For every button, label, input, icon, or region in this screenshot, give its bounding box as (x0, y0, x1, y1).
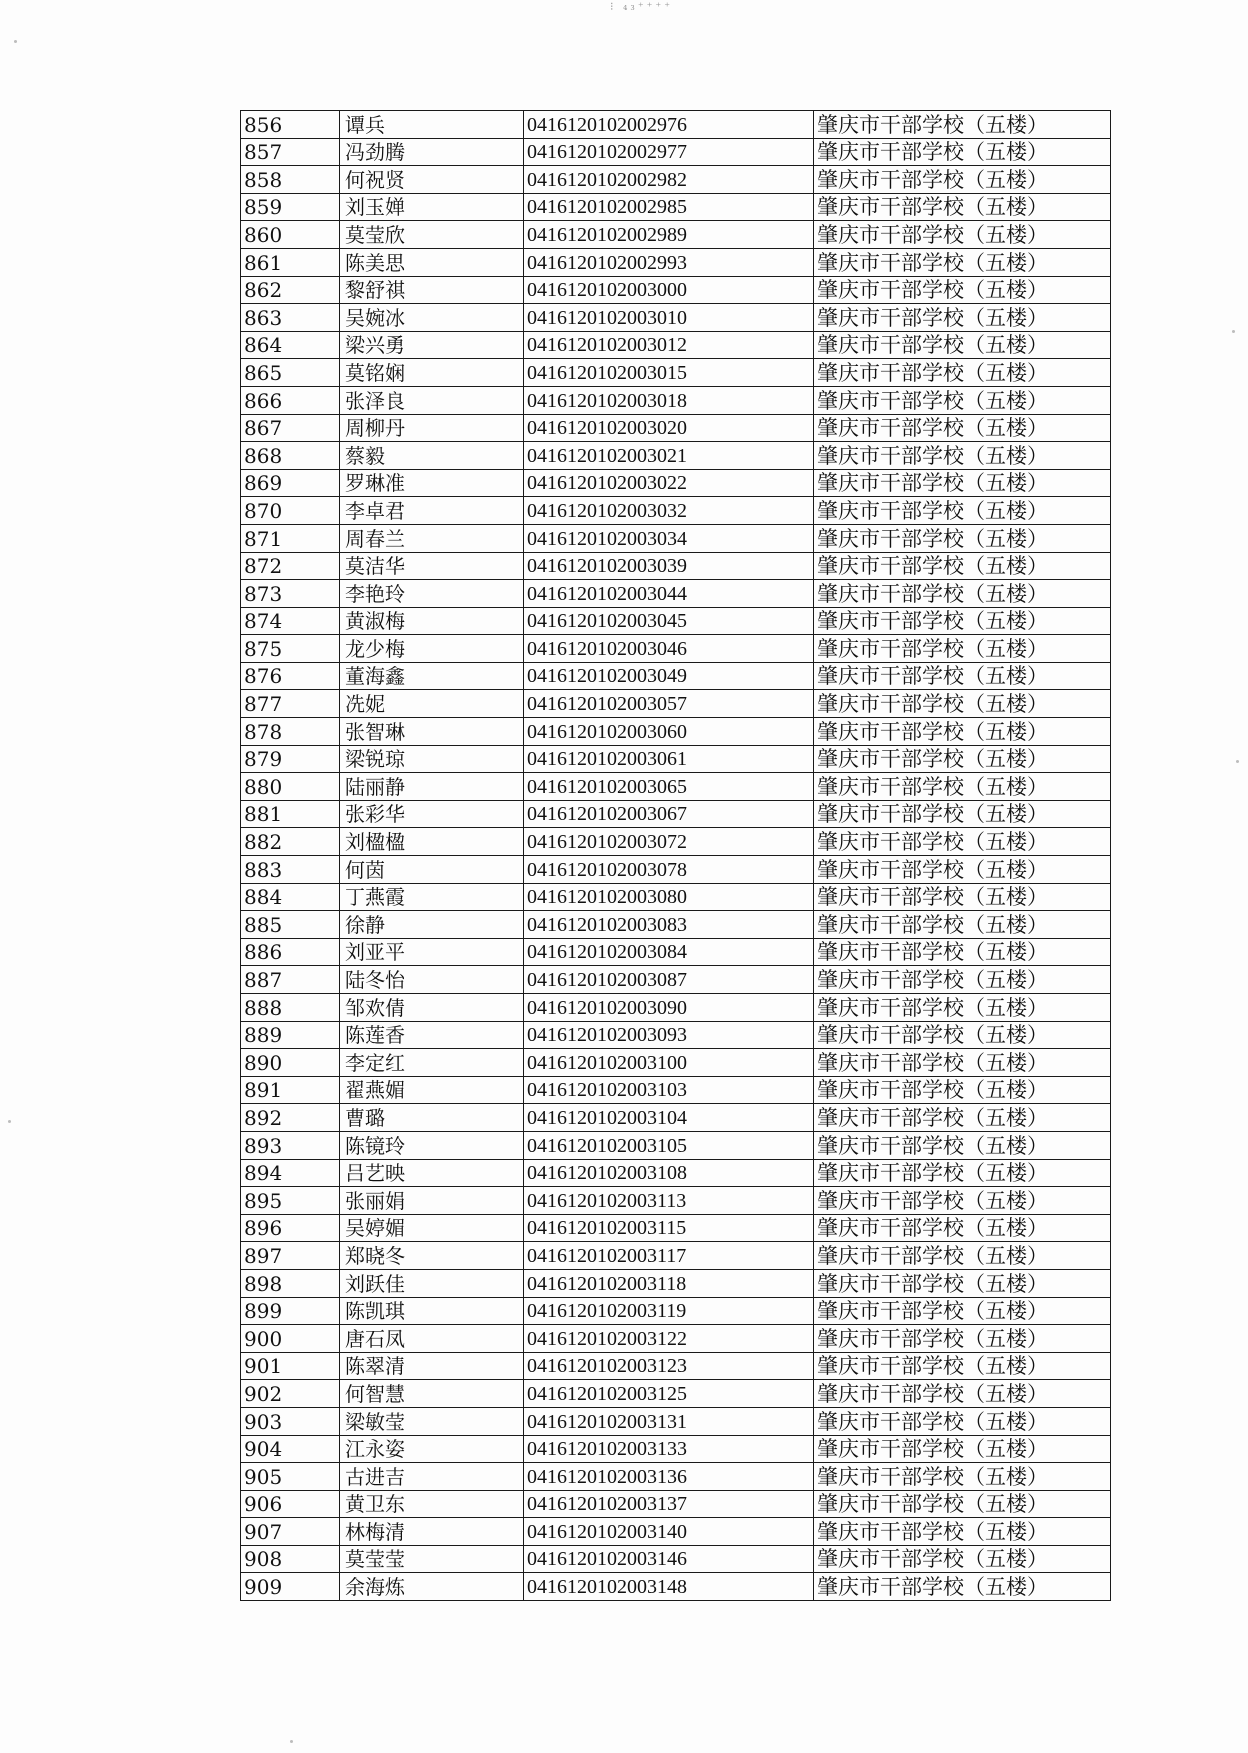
row-number: 872 (241, 552, 340, 580)
exam-venue: 肇庆市干部学校（五楼） (814, 1545, 1111, 1573)
admission-ticket-number: 0416120102003084 (524, 938, 814, 966)
candidate-name: 曹璐 (340, 1104, 524, 1132)
row-number: 908 (241, 1545, 340, 1573)
exam-venue: 肇庆市干部学校（五楼） (814, 1435, 1111, 1463)
table-row (241, 828, 1111, 856)
row-number: 881 (241, 800, 340, 828)
candidate-name: 张智琳 (340, 718, 524, 746)
admission-ticket-number: 0416120102003000 (524, 276, 814, 304)
table-row (241, 331, 1111, 359)
table-row (241, 1076, 1111, 1104)
exam-venue: 肇庆市干部学校（五楼） (814, 304, 1111, 332)
candidate-name: 吴婉冰 (340, 304, 524, 332)
exam-venue: 肇庆市干部学校（五楼） (814, 745, 1111, 773)
row-number: 882 (241, 828, 340, 856)
table-row (241, 1131, 1111, 1159)
table-row (241, 718, 1111, 746)
table-row (241, 1104, 1111, 1132)
exam-venue: 肇庆市干部学校（五楼） (814, 1380, 1111, 1408)
table-row (241, 1325, 1111, 1353)
row-number: 894 (241, 1159, 340, 1187)
table-row (241, 580, 1111, 608)
table-row (241, 1021, 1111, 1049)
candidate-name: 周柳丹 (340, 414, 524, 442)
candidate-name: 古进吉 (340, 1463, 524, 1491)
exam-venue: 肇庆市干部学校（五楼） (814, 469, 1111, 497)
admission-ticket-number: 0416120102003108 (524, 1159, 814, 1187)
table-row (241, 856, 1111, 884)
admission-ticket-number: 0416120102003115 (524, 1214, 814, 1242)
exam-venue: 肇庆市干部学校（五楼） (814, 552, 1111, 580)
table-row (241, 883, 1111, 911)
table-row (241, 635, 1111, 663)
row-number: 904 (241, 1435, 340, 1463)
candidate-name: 余海炼 (340, 1573, 524, 1601)
admission-ticket-number: 0416120102003065 (524, 773, 814, 801)
table-row (241, 1214, 1111, 1242)
candidate-name: 黎舒祺 (340, 276, 524, 304)
admission-ticket-number: 0416120102003022 (524, 469, 814, 497)
admission-ticket-number: 0416120102003034 (524, 524, 814, 552)
candidate-name: 李卓君 (340, 497, 524, 525)
row-number: 856 (241, 111, 340, 139)
table-row (241, 414, 1111, 442)
candidate-name: 陆冬怡 (340, 966, 524, 994)
row-number: 869 (241, 469, 340, 497)
exam-venue: 肇庆市干部学校（五楼） (814, 359, 1111, 387)
row-number: 900 (241, 1325, 340, 1353)
candidate-name: 何祝贤 (340, 166, 524, 194)
candidate-name: 蔡毅 (340, 442, 524, 470)
row-number: 902 (241, 1380, 340, 1408)
candidate-name: 冯劲腾 (340, 138, 524, 166)
exam-venue: 肇庆市干部学校（五楼） (814, 1214, 1111, 1242)
exam-venue: 肇庆市干部学校（五楼） (814, 221, 1111, 249)
admission-ticket-number: 0416120102003015 (524, 359, 814, 387)
exam-venue: 肇庆市干部学校（五楼） (814, 193, 1111, 221)
row-number: 859 (241, 193, 340, 221)
table-row (241, 800, 1111, 828)
exam-venue: 肇庆市干部学校（五楼） (814, 166, 1111, 194)
table-row (241, 1463, 1111, 1491)
admission-ticket-number: 0416120102003010 (524, 304, 814, 332)
table-row (241, 745, 1111, 773)
admission-ticket-number: 0416120102003125 (524, 1380, 814, 1408)
candidate-name: 张泽良 (340, 386, 524, 414)
candidate-name: 黄淑梅 (340, 607, 524, 635)
admission-ticket-number: 0416120102003146 (524, 1545, 814, 1573)
candidate-name: 陈翠清 (340, 1352, 524, 1380)
exam-venue: 肇庆市干部学校（五楼） (814, 773, 1111, 801)
scan-speck (8, 1120, 11, 1123)
table-row (241, 607, 1111, 635)
row-number: 867 (241, 414, 340, 442)
table-row (241, 994, 1111, 1022)
row-number: 899 (241, 1297, 340, 1325)
candidate-name: 郑晓冬 (340, 1242, 524, 1270)
row-number: 909 (241, 1573, 340, 1601)
exam-venue: 肇庆市干部学校（五楼） (814, 994, 1111, 1022)
candidate-name: 周春兰 (340, 524, 524, 552)
row-number: 858 (241, 166, 340, 194)
exam-venue: 肇庆市干部学校（五楼） (814, 1463, 1111, 1491)
admission-ticket-number: 0416120102003137 (524, 1490, 814, 1518)
table-row (241, 966, 1111, 994)
table-row (241, 1242, 1111, 1270)
exam-venue: 肇庆市干部学校（五楼） (814, 331, 1111, 359)
table-row (241, 359, 1111, 387)
row-number: 879 (241, 745, 340, 773)
row-number: 866 (241, 386, 340, 414)
row-number: 857 (241, 138, 340, 166)
candidate-name: 陆丽静 (340, 773, 524, 801)
candidate-roster-table (240, 110, 1111, 1601)
table-row (241, 221, 1111, 249)
exam-venue: 肇庆市干部学校（五楼） (814, 111, 1111, 139)
candidate-name: 梁锐琼 (340, 745, 524, 773)
exam-venue: 肇庆市干部学校（五楼） (814, 442, 1111, 470)
candidate-name: 梁敏莹 (340, 1407, 524, 1435)
candidate-name: 陈莲香 (340, 1021, 524, 1049)
row-number: 871 (241, 524, 340, 552)
table-row (241, 276, 1111, 304)
exam-venue: 肇庆市干部学校（五楼） (814, 1021, 1111, 1049)
candidate-name: 翟燕媚 (340, 1076, 524, 1104)
admission-ticket-number: 0416120102003113 (524, 1187, 814, 1215)
admission-ticket-number: 0416120102003100 (524, 1049, 814, 1077)
table-row (241, 938, 1111, 966)
admission-ticket-number: 0416120102003067 (524, 800, 814, 828)
table-row (241, 911, 1111, 939)
admission-ticket-number: 0416120102002982 (524, 166, 814, 194)
exam-venue: 肇庆市干部学校（五楼） (814, 938, 1111, 966)
row-number: 895 (241, 1187, 340, 1215)
table-row (241, 1490, 1111, 1518)
row-number: 905 (241, 1463, 340, 1491)
row-number: 863 (241, 304, 340, 332)
row-number: 886 (241, 938, 340, 966)
admission-ticket-number: 0416120102003012 (524, 331, 814, 359)
admission-ticket-number: 0416120102002977 (524, 138, 814, 166)
row-number: 889 (241, 1021, 340, 1049)
row-number: 878 (241, 718, 340, 746)
exam-venue: 肇庆市干部学校（五楼） (814, 138, 1111, 166)
exam-venue: 肇庆市干部学校（五楼） (814, 386, 1111, 414)
table-row (241, 1573, 1111, 1601)
exam-venue: 肇庆市干部学校（五楼） (814, 414, 1111, 442)
row-number: 896 (241, 1214, 340, 1242)
row-number: 898 (241, 1269, 340, 1297)
candidate-name: 莫莹欣 (340, 221, 524, 249)
candidate-name: 罗琳准 (340, 469, 524, 497)
exam-venue: 肇庆市干部学校（五楼） (814, 1049, 1111, 1077)
admission-ticket-number: 0416120102003087 (524, 966, 814, 994)
candidate-name: 陈镜玲 (340, 1131, 524, 1159)
admission-ticket-number: 0416120102003119 (524, 1297, 814, 1325)
exam-venue: 肇庆市干部学校（五楼） (814, 497, 1111, 525)
candidate-name: 唐石凤 (340, 1325, 524, 1353)
table-row (241, 469, 1111, 497)
exam-venue: 肇庆市干部学校（五楼） (814, 828, 1111, 856)
scan-header-mark: ⁝ ₄₃⁺⁺⁺⁺ (610, 0, 674, 13)
admission-ticket-number: 0416120102003044 (524, 580, 814, 608)
table-row (241, 193, 1111, 221)
row-number: 897 (241, 1242, 340, 1270)
admission-ticket-number: 0416120102003020 (524, 414, 814, 442)
candidate-name: 吕艺映 (340, 1159, 524, 1187)
candidate-name: 莫洁华 (340, 552, 524, 580)
table-row (241, 386, 1111, 414)
row-number: 864 (241, 331, 340, 359)
candidate-name: 谭兵 (340, 111, 524, 139)
admission-ticket-number: 0416120102003123 (524, 1352, 814, 1380)
row-number: 873 (241, 580, 340, 608)
exam-venue: 肇庆市干部学校（五楼） (814, 1490, 1111, 1518)
candidate-name: 李艳玲 (340, 580, 524, 608)
exam-venue: 肇庆市干部学校（五楼） (814, 1518, 1111, 1546)
exam-venue: 肇庆市干部学校（五楼） (814, 856, 1111, 884)
exam-venue: 肇庆市干部学校（五楼） (814, 1407, 1111, 1435)
row-number: 875 (241, 635, 340, 663)
exam-venue: 肇庆市干部学校（五楼） (814, 248, 1111, 276)
candidate-name: 梁兴勇 (340, 331, 524, 359)
table-row (241, 1159, 1111, 1187)
admission-ticket-number: 0416120102003039 (524, 552, 814, 580)
table-row (241, 524, 1111, 552)
candidate-name: 莫莹莹 (340, 1545, 524, 1573)
admission-ticket-number: 0416120102003136 (524, 1463, 814, 1491)
exam-venue: 肇庆市干部学校（五楼） (814, 635, 1111, 663)
candidate-name: 李定红 (340, 1049, 524, 1077)
admission-ticket-number: 0416120102003045 (524, 607, 814, 635)
exam-venue: 肇庆市干部学校（五楼） (814, 1297, 1111, 1325)
row-number: 883 (241, 856, 340, 884)
row-number: 862 (241, 276, 340, 304)
exam-venue: 肇庆市干部学校（五楼） (814, 524, 1111, 552)
admission-ticket-number: 0416120102003117 (524, 1242, 814, 1270)
exam-venue: 肇庆市干部学校（五楼） (814, 718, 1111, 746)
candidate-name: 邹欢倩 (340, 994, 524, 1022)
candidate-name: 徐静 (340, 911, 524, 939)
table-row (241, 552, 1111, 580)
table-row (241, 497, 1111, 525)
row-number: 901 (241, 1352, 340, 1380)
admission-ticket-number: 0416120102003061 (524, 745, 814, 773)
row-number: 877 (241, 690, 340, 718)
row-number: 865 (241, 359, 340, 387)
admission-ticket-number: 0416120102003148 (524, 1573, 814, 1601)
admission-ticket-number: 0416120102003103 (524, 1076, 814, 1104)
admission-ticket-number: 0416120102002985 (524, 193, 814, 221)
exam-venue: 肇庆市干部学校（五楼） (814, 1269, 1111, 1297)
admission-ticket-number: 0416120102003133 (524, 1435, 814, 1463)
exam-venue: 肇庆市干部学校（五楼） (814, 800, 1111, 828)
admission-ticket-number: 0416120102003072 (524, 828, 814, 856)
scan-speck (290, 1740, 293, 1743)
row-number: 891 (241, 1076, 340, 1104)
exam-venue: 肇庆市干部学校（五楼） (814, 276, 1111, 304)
candidate-name: 刘亚平 (340, 938, 524, 966)
row-number: 892 (241, 1104, 340, 1132)
admission-ticket-number: 0416120102003090 (524, 994, 814, 1022)
row-number: 888 (241, 994, 340, 1022)
candidate-name: 黄卫东 (340, 1490, 524, 1518)
admission-ticket-number: 0416120102003021 (524, 442, 814, 470)
table-row (241, 1269, 1111, 1297)
roster-body (241, 111, 1111, 1601)
table-row (241, 662, 1111, 690)
admission-ticket-number: 0416120102003140 (524, 1518, 814, 1546)
exam-venue: 肇庆市干部学校（五楼） (814, 1159, 1111, 1187)
row-number: 874 (241, 607, 340, 635)
admission-ticket-number: 0416120102002989 (524, 221, 814, 249)
exam-venue: 肇庆市干部学校（五楼） (814, 607, 1111, 635)
row-number: 868 (241, 442, 340, 470)
exam-venue: 肇庆市干部学校（五楼） (814, 883, 1111, 911)
row-number: 907 (241, 1518, 340, 1546)
admission-ticket-number: 0416120102003078 (524, 856, 814, 884)
row-number: 884 (241, 883, 340, 911)
admission-ticket-number: 0416120102003057 (524, 690, 814, 718)
admission-ticket-number: 0416120102003046 (524, 635, 814, 663)
candidate-name: 江永姿 (340, 1435, 524, 1463)
admission-ticket-number: 0416120102002993 (524, 248, 814, 276)
admission-ticket-number: 0416120102003131 (524, 1407, 814, 1435)
admission-ticket-number: 0416120102003122 (524, 1325, 814, 1353)
row-number: 885 (241, 911, 340, 939)
admission-ticket-number: 0416120102003032 (524, 497, 814, 525)
exam-venue: 肇庆市干部学校（五楼） (814, 1352, 1111, 1380)
row-number: 906 (241, 1490, 340, 1518)
admission-ticket-number: 0416120102002976 (524, 111, 814, 139)
row-number: 893 (241, 1131, 340, 1159)
admission-ticket-number: 0416120102003104 (524, 1104, 814, 1132)
candidate-name: 何智慧 (340, 1380, 524, 1408)
table-row (241, 304, 1111, 332)
table-row (241, 773, 1111, 801)
candidate-name: 莫铭娴 (340, 359, 524, 387)
row-number: 860 (241, 221, 340, 249)
scan-speck (1232, 330, 1235, 333)
exam-venue: 肇庆市干部学校（五楼） (814, 1573, 1111, 1601)
candidate-name: 丁燕霞 (340, 883, 524, 911)
table-row (241, 248, 1111, 276)
exam-venue: 肇庆市干部学校（五楼） (814, 1242, 1111, 1270)
candidate-name: 陈凯琪 (340, 1297, 524, 1325)
exam-venue: 肇庆市干部学校（五楼） (814, 580, 1111, 608)
candidate-name: 林梅清 (340, 1518, 524, 1546)
table-row (241, 1352, 1111, 1380)
candidate-name: 陈美思 (340, 248, 524, 276)
candidate-name: 董海鑫 (340, 662, 524, 690)
admission-ticket-number: 0416120102003060 (524, 718, 814, 746)
table-row (241, 1187, 1111, 1215)
scan-speck (1236, 760, 1239, 763)
exam-venue: 肇庆市干部学校（五楼） (814, 1187, 1111, 1215)
table-row (241, 690, 1111, 718)
admission-ticket-number: 0416120102003049 (524, 662, 814, 690)
candidate-name: 张丽娟 (340, 1187, 524, 1215)
row-number: 861 (241, 248, 340, 276)
row-number: 903 (241, 1407, 340, 1435)
admission-ticket-number: 0416120102003080 (524, 883, 814, 911)
exam-venue: 肇庆市干部学校（五楼） (814, 1325, 1111, 1353)
exam-venue: 肇庆市干部学校（五楼） (814, 1131, 1111, 1159)
exam-venue: 肇庆市干部学校（五楼） (814, 1104, 1111, 1132)
admission-ticket-number: 0416120102003083 (524, 911, 814, 939)
table-row (241, 1297, 1111, 1325)
exam-venue: 肇庆市干部学校（五楼） (814, 690, 1111, 718)
table-row (241, 138, 1111, 166)
candidate-name: 龙少梅 (340, 635, 524, 663)
table-row (241, 1380, 1111, 1408)
table-row (241, 442, 1111, 470)
exam-venue: 肇庆市干部学校（五楼） (814, 966, 1111, 994)
admission-ticket-number: 0416120102003105 (524, 1131, 814, 1159)
candidate-name: 何茵 (340, 856, 524, 884)
scan-speck (14, 40, 17, 43)
row-number: 870 (241, 497, 340, 525)
candidate-name: 张彩华 (340, 800, 524, 828)
candidate-name: 刘跃佳 (340, 1269, 524, 1297)
row-number: 887 (241, 966, 340, 994)
table-row (241, 1545, 1111, 1573)
row-number: 880 (241, 773, 340, 801)
table-row (241, 166, 1111, 194)
exam-venue: 肇庆市干部学校（五楼） (814, 662, 1111, 690)
candidate-name: 刘楹楹 (340, 828, 524, 856)
table-row (241, 1518, 1111, 1546)
exam-venue: 肇庆市干部学校（五楼） (814, 911, 1111, 939)
table-row (241, 1435, 1111, 1463)
table-row (241, 1407, 1111, 1435)
table-row (241, 1049, 1111, 1077)
admission-ticket-number: 0416120102003118 (524, 1269, 814, 1297)
candidate-name: 冼妮 (340, 690, 524, 718)
row-number: 876 (241, 662, 340, 690)
table-row (241, 111, 1111, 139)
candidate-name: 吴婷媚 (340, 1214, 524, 1242)
row-number: 890 (241, 1049, 340, 1077)
exam-venue: 肇庆市干部学校（五楼） (814, 1076, 1111, 1104)
admission-ticket-number: 0416120102003093 (524, 1021, 814, 1049)
candidate-name: 刘玉婵 (340, 193, 524, 221)
admission-ticket-number: 0416120102003018 (524, 386, 814, 414)
